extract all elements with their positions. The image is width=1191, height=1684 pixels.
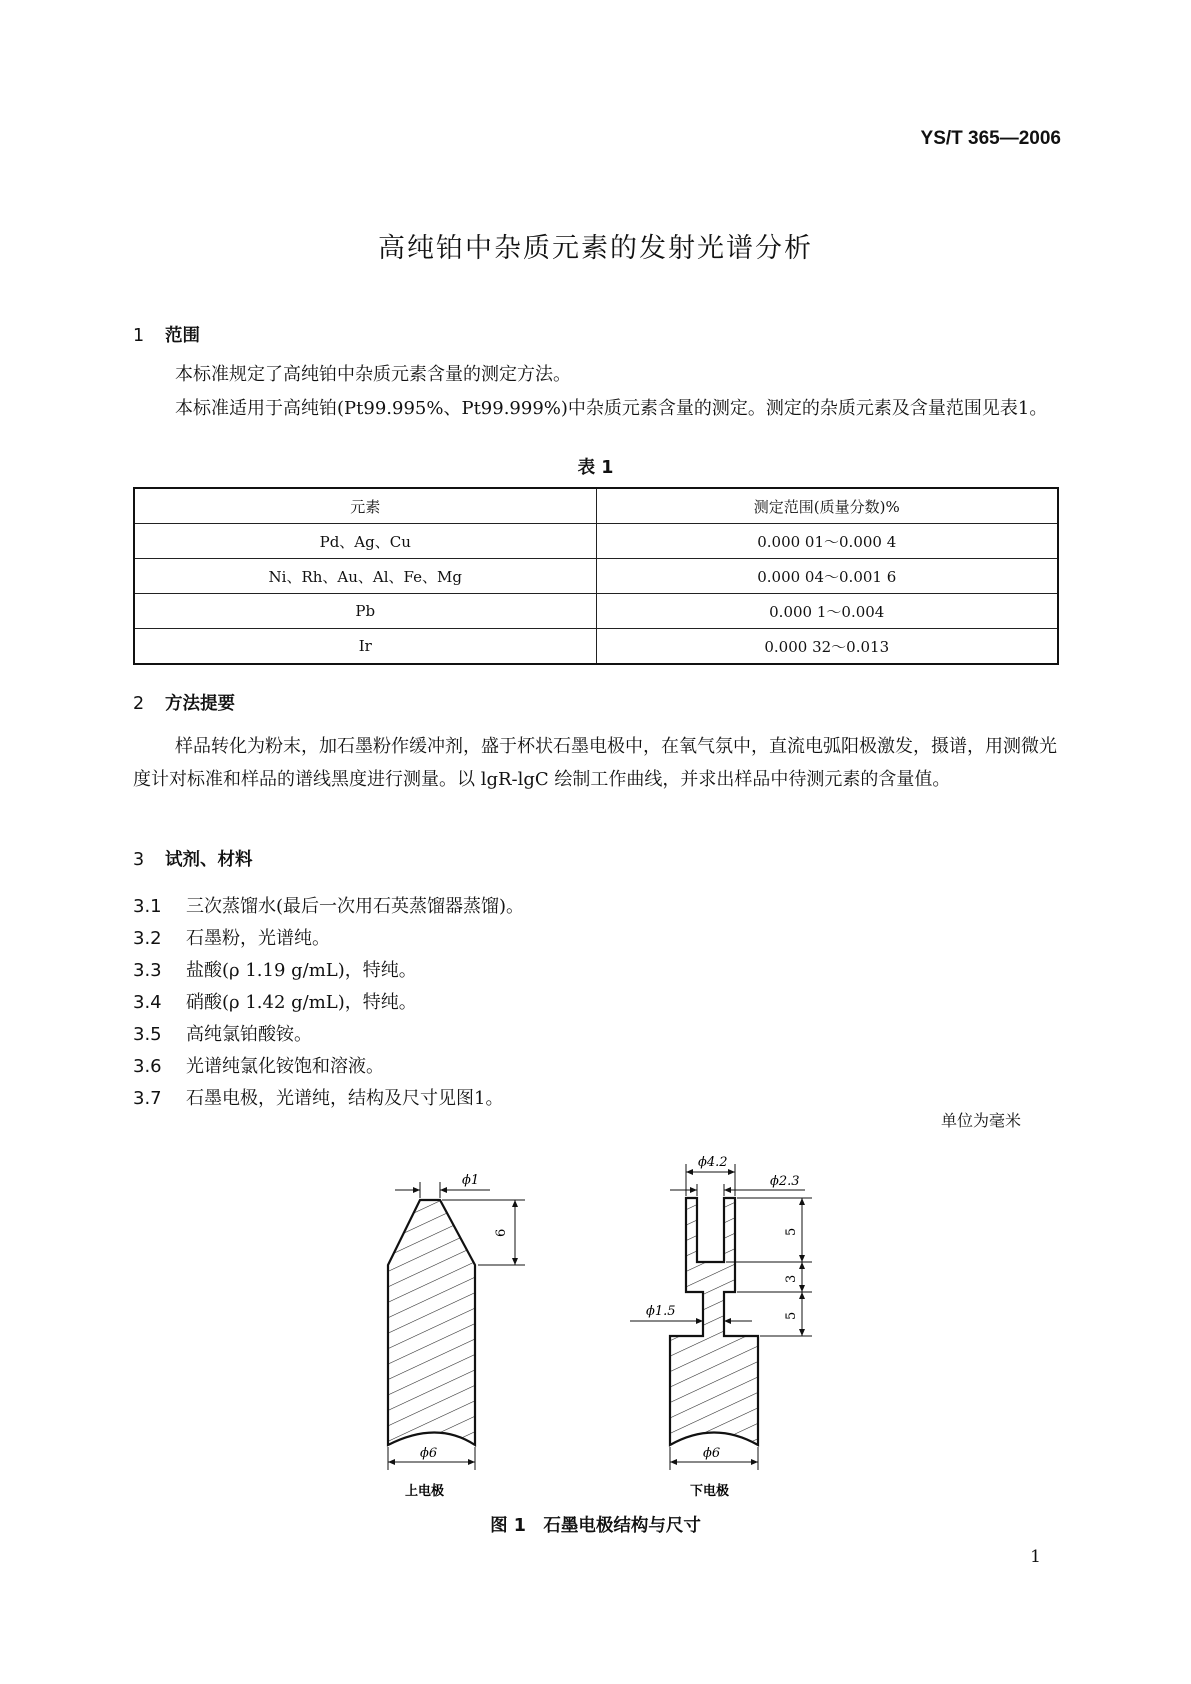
list-item bbox=[133, 988, 417, 1014]
table-row bbox=[134, 524, 1058, 559]
table-header-element: 元素 bbox=[134, 488, 596, 524]
dim-lower-top-outer: ϕ4.2 bbox=[698, 1155, 728, 1170]
section-3-number: 3 bbox=[133, 850, 145, 870]
section-3-heading bbox=[133, 846, 253, 871]
item-text: 盐酸(ρ 1.19 g/mL)，特纯。 bbox=[186, 960, 417, 981]
table-row bbox=[134, 594, 1058, 629]
dim-lower-cup-depth: 5 bbox=[784, 1227, 799, 1236]
section-1-heading bbox=[133, 322, 200, 347]
item-text: 光谱纯氯化铵饱和溶液。 bbox=[186, 1056, 384, 1077]
page-number: 1 bbox=[1030, 1547, 1041, 1567]
item-number: 3.3 bbox=[133, 960, 162, 981]
item-text: 三次蒸馏水(最后一次用石英蒸馏器蒸馏)。 bbox=[186, 896, 525, 917]
table-cell-element: Ni、Rh、Au、Al、Fe、Mg bbox=[134, 559, 596, 594]
upper-electrode-label: 上电极 bbox=[405, 1484, 445, 1499]
item-number: 3.1 bbox=[133, 896, 162, 917]
item-number: 3.2 bbox=[133, 928, 162, 949]
item-text: 石墨电极，光谱纯，结构及尺寸见图1。 bbox=[186, 1088, 504, 1109]
section-3-title: 试剂、材料 bbox=[165, 850, 253, 870]
section-2-title: 方法提要 bbox=[165, 694, 235, 714]
item-text: 高纯氯铂酸铵。 bbox=[186, 1024, 312, 1045]
table-cell-range: 0.000 1～0.004 bbox=[596, 594, 1058, 629]
standard-number: YS/T 365—2006 bbox=[920, 128, 1061, 149]
item-number: 3.7 bbox=[133, 1088, 162, 1109]
section-1-number: 1 bbox=[133, 326, 145, 346]
list-item bbox=[133, 924, 330, 950]
section-1-title: 范围 bbox=[165, 326, 200, 346]
table-header-range: 测定范围(质量分数)% bbox=[596, 488, 1058, 524]
table-cell-range: 0.000 01～0.000 4 bbox=[596, 524, 1058, 559]
dim-lower-cup-inner: ϕ2.3 bbox=[770, 1174, 800, 1189]
unit-note: 单位为毫米 bbox=[940, 1111, 1021, 1130]
table-cell-element: Pd、Ag、Cu bbox=[134, 524, 596, 559]
item-number: 3.5 bbox=[133, 1024, 162, 1045]
dim-upper-bottom: ϕ6 bbox=[420, 1446, 438, 1461]
section-1-para-2: 本标准适用于高纯铂(Pt99.995%、Pt99.999%)中杂质元素含量的测定。测定的杂质元素及含量范围见表1。 bbox=[175, 398, 1048, 419]
section-2-heading bbox=[133, 690, 235, 715]
dim-lower-middle: 3 bbox=[784, 1274, 799, 1283]
item-text: 石墨粉，光谱纯。 bbox=[186, 928, 330, 949]
dim-lower-bottom: ϕ6 bbox=[703, 1446, 721, 1461]
dim-upper-taper: 6 bbox=[494, 1228, 509, 1237]
section-2-number: 2 bbox=[133, 694, 145, 714]
table-1-caption: 表 1 bbox=[577, 458, 614, 478]
section-1-para-1: 本标准规定了高纯铂中杂质元素含量的测定方法。 bbox=[175, 364, 571, 385]
document-title: 高纯铂中杂质元素的发射光谱分析 bbox=[378, 233, 813, 264]
dim-lower-neck: ϕ1.5 bbox=[646, 1304, 676, 1319]
list-item bbox=[133, 1020, 312, 1046]
section-2-para: 样品转化为粉末，加石墨粉作缓冲剂，盛于杯状石墨电极中，在氧气氛中，直流电弧阳极激发，摄谱，用测微光度计对标准和样品的谱线黑度进行测量。以 lgR-lgC 绘制工作曲线，并求出样品中待测元素的含量值。 bbox=[133, 736, 1057, 790]
table-cell-element: Ir bbox=[134, 629, 596, 665]
figure-1-caption: 图 1 石墨电极结构与尺寸 bbox=[490, 1516, 701, 1536]
electrode-diagram bbox=[0, 1140, 1191, 1510]
list-item bbox=[133, 956, 417, 982]
table-cell-element: Pb bbox=[134, 594, 596, 629]
dim-upper-top: ϕ1 bbox=[462, 1173, 480, 1188]
upper-electrode bbox=[388, 1173, 525, 1499]
item-number: 3.6 bbox=[133, 1056, 162, 1077]
table-1 bbox=[133, 487, 1059, 665]
list-item bbox=[133, 892, 524, 918]
table-row bbox=[134, 629, 1058, 665]
table-cell-range: 0.000 04～0.001 6 bbox=[596, 559, 1058, 594]
list-item bbox=[133, 1084, 503, 1110]
item-text: 硝酸(ρ 1.42 g/mL)，特纯。 bbox=[186, 992, 417, 1013]
list-item bbox=[133, 1052, 384, 1078]
table-row bbox=[134, 559, 1058, 594]
lower-electrode bbox=[630, 1155, 812, 1499]
table-cell-range: 0.000 32～0.013 bbox=[596, 629, 1058, 665]
table-header-row bbox=[134, 488, 1058, 524]
dim-lower-neck-height: 5 bbox=[784, 1311, 799, 1320]
lower-electrode-label: 下电极 bbox=[690, 1484, 730, 1499]
item-number: 3.4 bbox=[133, 992, 162, 1013]
